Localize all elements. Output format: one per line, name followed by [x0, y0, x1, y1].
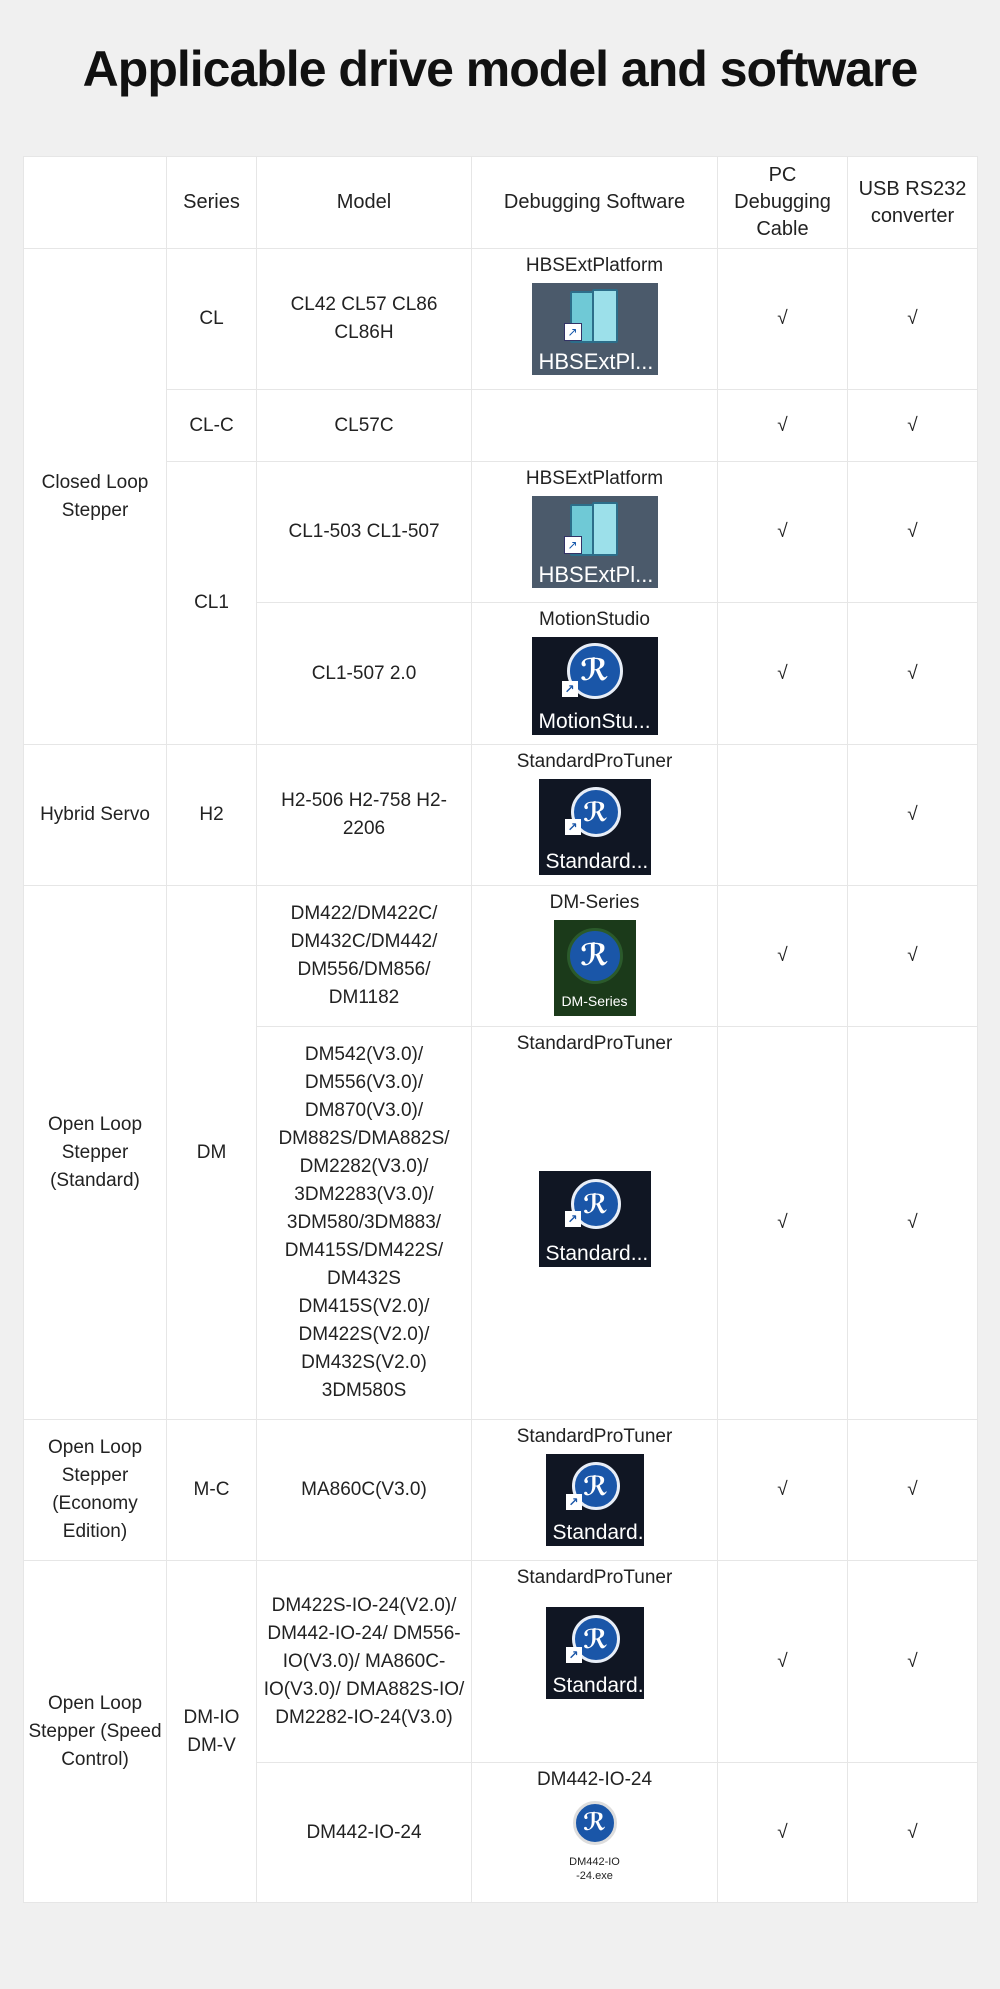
dm442-io-24-exe-icon: ℛ DM442-IO -24.exe [563, 1797, 627, 1885]
group-label: Open Loop Stepper (Standard) [24, 886, 167, 1420]
model-cell: CL57C [257, 390, 472, 462]
model-cell: DM422/DM422C/ DM432C/DM442/ DM556/DM856/ DM1182 [257, 886, 472, 1027]
usb-converter-check: √ [848, 1420, 978, 1561]
software-name: HBSExtPlatform [525, 468, 664, 489]
standard-pro-tuner-icon: ℛ ↗ Standard... [546, 1454, 644, 1546]
table-row [24, 1420, 978, 1561]
hbs-ext-platform-icon: ↗ HBSExtPl... [532, 283, 658, 375]
header-pc-cable: PC Debugging Cable [718, 157, 848, 249]
table-row [24, 1561, 978, 1763]
header-usb-converter: USB RS232 converter [848, 157, 978, 249]
pc-cable-check: √ [718, 462, 848, 603]
group-label: Open Loop Stepper (Speed Control) [24, 1561, 167, 1903]
page-title: Applicable drive model and software [82, 41, 918, 97]
software-name: DM442-IO-24 [536, 1769, 653, 1790]
pc-cable-check: √ [718, 1561, 848, 1763]
header-empty [24, 157, 167, 249]
hbs-ext-platform-icon: ↗ HBSExtPl... [532, 496, 658, 588]
pc-cable-empty [718, 745, 848, 886]
software-cell [472, 1027, 718, 1420]
group-label: Hybrid Servo [24, 745, 167, 886]
table-row [24, 745, 978, 886]
model-cell: DM422S-IO-24(V2.0)/ DM442-IO-24/ DM556-IO(V3.0)/ MA860C-IO(V3.0)/ DMA882S-IO/ DM2282-IO-24(V3.0) [257, 1561, 472, 1763]
standard-pro-tuner-icon: ℛ ↗ Standard... [546, 1607, 644, 1699]
header-model: Model [257, 157, 472, 249]
series-cell: H2 [167, 745, 257, 886]
usb-converter-check: √ [848, 745, 978, 886]
standard-pro-tuner-icon: ℛ ↗ Standard... [539, 779, 651, 875]
software-name: StandardProTuner [516, 1567, 673, 1588]
header-software: Debugging Software [472, 157, 718, 249]
software-cell [472, 1420, 718, 1561]
standard-pro-tuner-icon: ℛ ↗ Standard... [539, 1171, 651, 1267]
software-name: StandardProTuner [516, 1426, 673, 1447]
series-cell: CL1 [167, 462, 257, 745]
model-cell: CL1-503 CL1-507 [257, 462, 472, 603]
series-cell: CL-C [167, 390, 257, 462]
table-row [24, 886, 978, 1027]
icon-caption: DM442-IO -24.exe [569, 1856, 620, 1882]
model-cell: CL42 CL57 CL86 CL86H [257, 249, 472, 390]
usb-converter-check: √ [848, 249, 978, 390]
pc-cable-check: √ [718, 1420, 848, 1561]
software-cell [472, 745, 718, 886]
icon-caption: Standard... [545, 850, 649, 873]
software-name: StandardProTuner [516, 1033, 673, 1054]
software-cell [472, 886, 718, 1027]
icon-caption: Standard... [545, 1242, 649, 1265]
icon-caption: HBSExtPl... [538, 349, 654, 374]
series-cell: CL [167, 249, 257, 390]
software-cell [472, 249, 718, 390]
pc-cable-check: √ [718, 390, 848, 462]
pc-cable-check: √ [718, 603, 848, 745]
software-name: StandardProTuner [516, 751, 673, 772]
header-series: Series [167, 157, 257, 249]
series-cell: DM-IO DM-V [167, 1561, 257, 1903]
pc-cable-check: √ [718, 1763, 848, 1903]
pc-cable-check: √ [718, 1027, 848, 1420]
software-cell [472, 1561, 718, 1763]
table-header-row [24, 157, 978, 249]
model-cell: CL1-507 2.0 [257, 603, 472, 745]
model-cell: H2-506 H2-758 H2-2206 [257, 745, 472, 886]
usb-converter-check: √ [848, 1561, 978, 1763]
software-cell [472, 603, 718, 745]
software-name: HBSExtPlatform [525, 255, 664, 276]
software-name: MotionStudio [539, 609, 650, 630]
group-label: Closed Loop Stepper [24, 249, 167, 745]
usb-converter-check: √ [848, 1027, 978, 1420]
icon-caption: Standard... [552, 1674, 656, 1697]
icon-caption: Standard... [552, 1521, 656, 1544]
software-name: DM-Series [549, 892, 640, 913]
usb-converter-check: √ [848, 603, 978, 745]
usb-converter-check: √ [848, 390, 978, 462]
table-row [24, 249, 978, 390]
pc-cable-check: √ [718, 249, 848, 390]
driver-software-table [23, 156, 978, 1903]
usb-converter-check: √ [848, 462, 978, 603]
dm-series-icon: ℛ DM-Series [554, 920, 636, 1016]
table-row [24, 462, 978, 603]
group-label: Open Loop Stepper (Economy Edition) [24, 1420, 167, 1561]
usb-converter-check: √ [848, 1763, 978, 1903]
usb-converter-check: √ [848, 886, 978, 1027]
series-cell: DM [167, 886, 257, 1420]
icon-caption: HBSExtPl... [538, 562, 654, 587]
software-cell [472, 462, 718, 603]
model-cell: DM442-IO-24 [257, 1763, 472, 1903]
series-cell: M-C [167, 1420, 257, 1561]
software-cell [472, 1763, 718, 1903]
table-row [24, 390, 978, 462]
model-cell: MA860C(V3.0) [257, 1420, 472, 1561]
software-cell [472, 390, 718, 462]
icon-caption: DM-Series [561, 993, 628, 1009]
icon-caption: MotionStu... [538, 710, 651, 733]
pc-cable-check: √ [718, 886, 848, 1027]
motion-studio-icon: ℛ ↗ MotionStu... [532, 637, 658, 735]
model-cell: DM542(V3.0)/ DM556(V3.0)/ DM870(V3.0)/ DM882S/DMA882S/ DM2282(V3.0)/ 3DM2283(V3.0)/ 3DM580/3DM883/ DM415S/DM422S/ DM432S DM415S(V2.0)/ DM422S(V2.0)/ DM432S(V2.0) 3DM580S [257, 1027, 472, 1420]
